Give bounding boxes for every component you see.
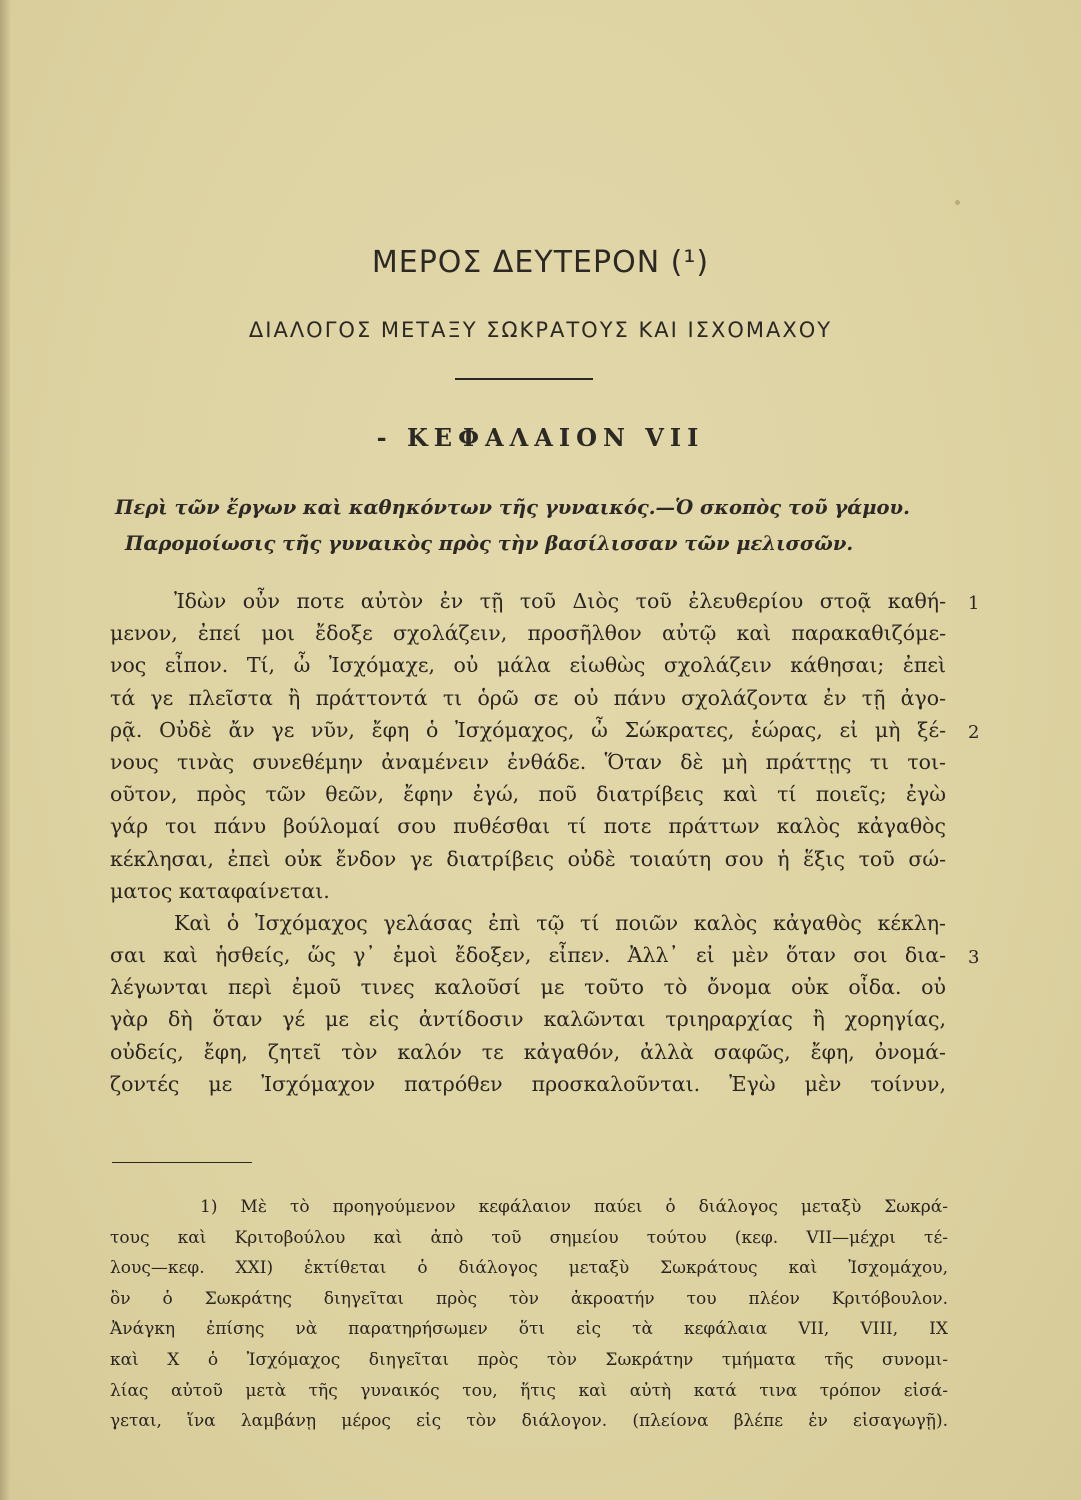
section-number: 3 — [968, 947, 980, 968]
footnote-line: γεται, ἵνα λαμβάνῃ μέρος εἰς τὸν διάλογον. (πλείονα βλέπε ἐν εἰσαγωγῇ). — [110, 1411, 948, 1432]
text-line: νος εἶπον. Τί, ὦ Ἰσχόμαχε, οὐ μάλα εἰωθὼς σχολάζειν κάθησαι; ἐπεὶ — [110, 653, 946, 678]
summary-line: Περὶ τῶν ἔργων καὶ καθηκόντων τῆς γυναικός.—Ὁ σκοπὸς τοῦ γάμου. — [115, 496, 910, 519]
text-line: οῦτον, πρὸς τῶν θεῶν, ἔφην ἐγώ, ποῦ διατρίβεις καὶ τί ποιεῖς; ἐγὼ — [110, 782, 946, 807]
text-line: οὐδείς, ἔφη, ζητεῖ τὸν καλόν τε κἀγαθόν, ἀλλὰ σαφῶς, ἔφη, ὀνομά- — [110, 1039, 946, 1064]
footnote-line: λους—κεφ. XXI) ἐκτίθεται ὁ διάλογος μεταξὺ Σωκράτους καὶ Ἰσχομάχου, — [110, 1258, 948, 1279]
text-line: τά γε πλεῖστα ἢ πράττοντά τι ὁρῶ σε οὐ πάνυ σχολάζοντα ἐν τῇ ἀγο- — [110, 685, 946, 710]
part-title: ΜΕΡΟΣ ΔΕΥΤΕΡΟΝ (¹) — [371, 245, 710, 280]
section-number: 2 — [968, 722, 980, 743]
summary-line: Παρομοίωσις τῆς γυναικὸς πρὸς τὴν βασίλισσαν τῶν μελισσῶν. — [125, 532, 854, 555]
footnote-line: λίας αὐτοῦ μετὰ τῆς γυναικός του, ἥτις καὶ αὐτὴ κατά τινα τρόπον εἰσά- — [110, 1380, 948, 1401]
ink-speck — [955, 200, 960, 205]
text-line: Καὶ ὁ Ἰσχόμαχος γελάσας ἐπὶ τῷ τί ποιῶν καλὸς κἀγαθὸς κέκλη- — [174, 910, 946, 935]
text-line: σαι καὶ ἡσθείς, ὥς γ᾽ ἐμοὶ ἔδοξεν, εἶπεν. Ἀλλ᾽ εἰ μὲν ὅταν σοι δια- — [110, 943, 946, 968]
main-text — [110, 585, 946, 1100]
text-line: ρᾷ. Οὐδὲ ἄν γε νῦν, ἔφη ὁ Ἰσχόμαχος, ὦ Σώκρατες, ἑώρας, εἰ μὴ ξέ- — [110, 717, 946, 742]
section-number: 1 — [968, 593, 980, 614]
text-line: μενον, ἐπεί μοι ἔδοξε σχολάζειν, προσῆλθον αὐτῷ καὶ παρακαθιζόμε- — [110, 621, 946, 646]
text-line: γὰρ δὴ ὅταν γέ με εἰς ἀντίδοσιν καλῶνται τριηραρχίας ἢ χορηγίας, — [110, 1007, 946, 1032]
text-line: ζοντές με Ἰσχόμαχον πατρόθεν προσκαλοῦνται. Ἐγὼ μὲν τοίνυν, — [110, 1071, 946, 1096]
text-line: νους τινὰς συνεθέμην ἀναμένειν ἐνθάδε. Ὅταν δὲ μὴ πράττῃς τι τοι- — [110, 749, 946, 774]
text-line: Ἰδὼν οὖν ποτε αὐτὸν ἐν τῇ τοῦ Διὸς τοῦ ἐλευθερίου στοᾷ καθή- — [174, 589, 946, 613]
footnote-line: ὃν ὁ Σωκράτης διηγεῖται πρὸς τὸν ἀκροατήν του πλέον Κριτόβουλον. — [110, 1288, 948, 1309]
title-rule — [455, 378, 593, 380]
binding-edge — [0, 0, 10, 1500]
footnote — [110, 1192, 948, 1437]
footnote-line: καὶ X ὁ Ἰσχόμαχος διηγεῖται πρὸς τὸν Σωκράτην τμήματα τῆς συνομι- — [110, 1349, 948, 1370]
text-line: γάρ τοι πάνυ βούλομαί σου πυθέσθαι τί ποτε πράττων καλὸς κἀγαθὸς — [110, 814, 946, 839]
dialogue-title: ΔΙΑΛΟΓΟΣ ΜΕΤΑΞΥ ΣΩΚΡΑΤΟΥΣ ΚΑΙ ΙΣΧΟΜΑΧΟΥ — [248, 318, 833, 342]
text-line: λέγωνται περὶ ἐμοῦ τινες καλοῦσί με τοῦτο τὸ ὄνομα οὐκ οἶδα. οὐ — [110, 975, 946, 1000]
footnote-rule — [112, 1162, 252, 1163]
text-line: κέκλησαι, ἐπεὶ οὐκ ἔνδον γε διατρίβεις οὐδὲ τοιαύτη σου ἡ ἕξις τοῦ σώ- — [110, 846, 946, 871]
chapter-title: - ΚΕΦΑΛΑΙΟΝ VII — [376, 423, 705, 452]
text-line: ματος καταφαίνεται. — [110, 878, 330, 903]
footnote-line: Ἀνάγκη ἐπίσης νὰ παρατηρήσωμεν ὅτι εἰς τὰ κεφάλαια VII, VIII, IX — [110, 1319, 948, 1340]
footnote-line: 1) Μὲ τὸ προηγούμενον κεφάλαιον παύει ὁ διάλογος μεταξὺ Σωκρά- — [200, 1197, 948, 1217]
footnote-line: τους καὶ Κριτοβούλου καὶ ἀπὸ τοῦ σημείου τούτου (κεφ. VII—μέχρι τέ- — [110, 1227, 948, 1248]
chapter-summary — [115, 490, 945, 562]
